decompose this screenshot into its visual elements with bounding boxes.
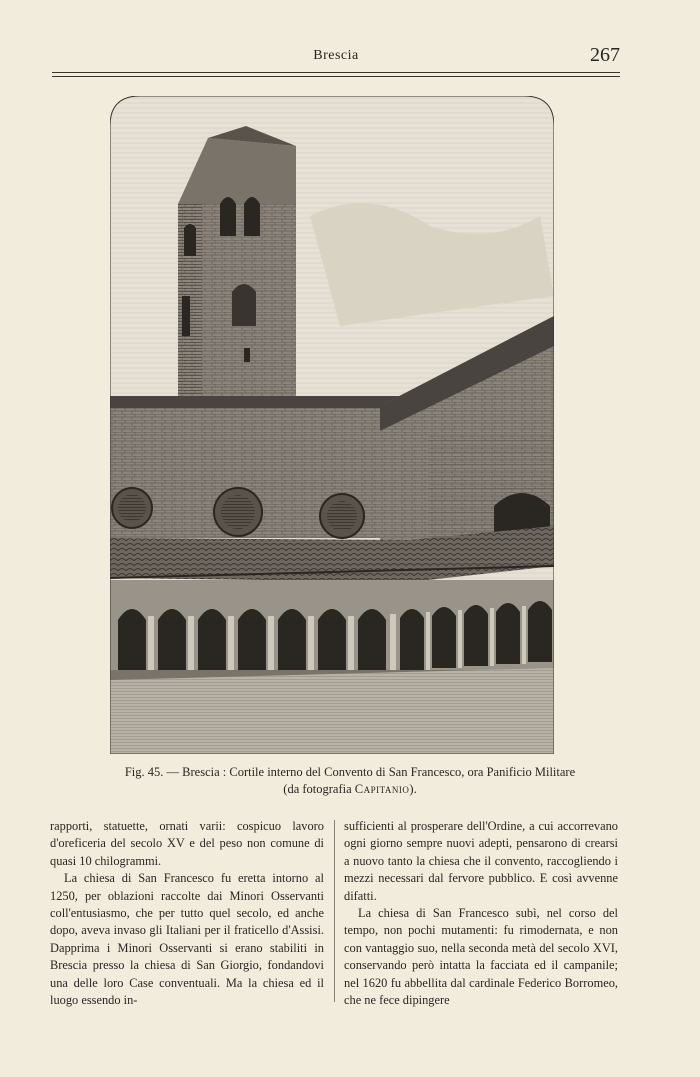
figure-caption bbox=[48, 764, 652, 798]
paragraph: La chiesa di San Francesco fu eretta intorno al 1250, per oblazioni raccolte dai Minori Osservanti coll'entusiasmo, che per tutto quel secolo, ed anche dopo, aveva invaso gli Italiani per il fraticello d'Assisi. Dapprima i Minori Osservanti si erano stabiliti in Brescia presso la chiesa di San Giorgio, fondandovi una delle loro Case conventuali. Ma la chiesa ed il luogo essendo in- bbox=[50, 871, 324, 1008]
left-column bbox=[50, 818, 324, 1009]
paragraph: sufficienti al prosperare dell'Ordine, a cui accorrevano ogni giorno sempre nuovi adepti, pensarono di crearsi a nuovo tanto la chiesa che il convento, raccogliendo i mezzi necessari dal fervore pubblico. E così avvenne difatti. bbox=[344, 819, 618, 903]
paragraph: La chiesa di San Francesco subì, nel corso del tempo, non pochi mutamenti: fu rimodernata, e non con vantaggio suo, nella seconda metà del secolo XVI, conservando però intatta la facciata ed il campanile; nel 1620 fu abbellita dal cardinale Federico Borromeo, che ne fece dipingere bbox=[344, 906, 618, 1008]
right-column bbox=[344, 818, 618, 1009]
running-head bbox=[52, 44, 620, 68]
bell-tower bbox=[178, 126, 296, 414]
caption-line-1: Fig. 45. — Brescia : Cortile interno del Convento di San Francesco, ora Panificio Militare bbox=[124, 765, 576, 779]
caption-suffix: ). bbox=[409, 782, 417, 796]
paragraph: rapporti, statuette, ornati varii: cospicuo lavoro d'oreficeria del secolo XV e del peso non comune di quasi 10 chilogrammi. bbox=[50, 819, 324, 868]
caption-line-2 bbox=[48, 781, 652, 798]
page-number: 267 bbox=[590, 44, 620, 66]
caption-prefix: (da fotografia bbox=[283, 782, 355, 796]
running-title: Brescia bbox=[313, 48, 359, 63]
figure-engraving bbox=[110, 96, 554, 754]
header-rule bbox=[52, 72, 620, 77]
column-divider bbox=[334, 820, 335, 1002]
caption-credit: Capitanio bbox=[354, 782, 410, 796]
cloister-engraving-illustration bbox=[110, 96, 554, 754]
